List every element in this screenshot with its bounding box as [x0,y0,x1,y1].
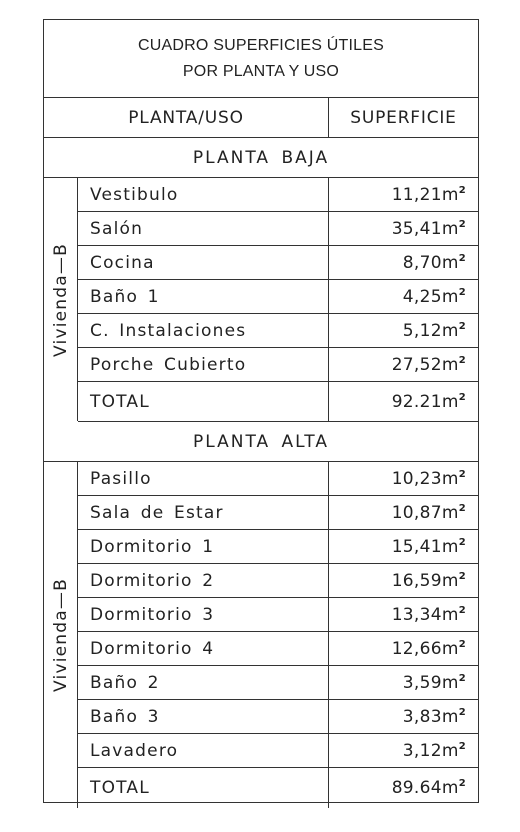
group-label: Vivienda—B [50,578,71,692]
unit-exponent: 2 [458,604,466,616]
unit-symbol: m [441,536,459,557]
header-superficie: SUPERFICIE [329,98,478,138]
room-name: Salón [78,212,329,245]
unit-symbol: m [441,740,459,761]
unit-exponent: 2 [458,706,466,718]
room-area [329,598,478,631]
room-area [329,246,478,279]
room-area [329,632,478,665]
unit-symbol: m [441,502,459,523]
area-unit [442,537,466,557]
room-area [329,212,478,245]
unit-exponent: 2 [458,286,466,298]
unit-symbol: m [441,672,459,693]
area-number: 92.21 [391,391,442,412]
table-title [44,20,478,98]
area-unit [442,571,466,591]
title-line-1: CUADRO SUPERFICIES ÚTILES [138,36,384,54]
table-row [78,530,478,564]
section-heading: PLANTA ALTA [44,422,478,462]
unit-symbol: m [441,354,459,375]
table-row [78,212,478,246]
unit-symbol: m [441,252,459,273]
surface-table [43,19,479,803]
area-unit [442,392,466,412]
area-unit [442,707,466,727]
room-area [329,564,478,597]
room-area [329,280,478,313]
total-row [78,768,478,808]
room-area [329,530,478,563]
room-name: Sala de Estar [78,496,329,529]
room-name: Dormitorio 3 [78,598,329,631]
room-name: Baño 2 [78,666,329,699]
area-number: 10,23 [391,468,442,489]
room-area [329,462,478,495]
room-area [329,496,478,529]
total-value [329,382,478,421]
unit-symbol: m [441,320,459,341]
unit-exponent: 2 [458,638,466,650]
total-label: TOTAL [78,768,329,808]
area-number: 13,34 [391,604,442,625]
area-unit [442,219,466,239]
unit-symbol: m [441,778,459,798]
room-area [329,178,478,211]
area-number: 3,12 [402,740,442,761]
table-row [78,666,478,700]
table-row [78,280,478,314]
unit-exponent: 2 [458,468,466,480]
table-row [78,564,478,598]
area-unit [442,185,466,205]
unit-symbol: m [441,570,459,591]
area-unit [442,741,466,761]
table-row [78,734,478,768]
total-value [329,768,478,808]
table-row [78,246,478,280]
area-number: 11,21 [391,184,442,205]
area-number: 8,70 [402,252,442,273]
title-line-2: POR PLANTA Y USO [182,62,340,80]
table-row [78,632,478,666]
unit-symbol: m [441,391,459,412]
unit-exponent: 2 [458,536,466,548]
area-number: 10,87 [391,502,442,523]
room-name: Dormitorio 2 [78,564,329,597]
room-name: Pasillo [78,462,329,495]
total-row [78,382,478,422]
table-row [78,178,478,212]
area-unit [442,503,466,523]
unit-exponent: 2 [458,218,466,230]
room-area [329,700,478,733]
unit-symbol: m [441,468,459,489]
area-number: 35,41 [391,218,442,239]
table-row [78,314,478,348]
unit-exponent: 2 [458,320,466,332]
unit-exponent: 2 [458,778,466,789]
group-label: Vivienda—B [50,242,71,357]
room-area [329,314,478,347]
unit-exponent: 2 [458,740,466,752]
table-row [78,700,478,734]
group-label-cell [44,178,78,421]
table-row [78,348,478,382]
area-number: 16,59 [391,570,442,591]
group-label-cell [44,462,78,808]
area-unit [442,639,466,659]
unit-exponent: 2 [458,252,466,264]
area-unit [442,605,466,625]
area-number: 27,52 [391,354,442,375]
area-number: 89.64 [391,778,442,798]
room-area [329,348,478,381]
unit-exponent: 2 [458,391,466,403]
room-name: Dormitorio 4 [78,632,329,665]
room-name: C. Instalaciones [78,314,329,347]
unit-symbol: m [441,604,459,625]
room-name: Porche Cubierto [78,348,329,381]
room-name: Lavadero [78,734,329,767]
area-number: 4,25 [402,286,442,307]
unit-symbol: m [441,218,459,239]
area-unit [442,673,466,693]
room-name: Vestibulo [78,178,329,211]
unit-exponent: 2 [458,672,466,684]
area-unit [442,253,466,273]
area-unit [442,469,466,489]
unit-symbol: m [441,706,459,727]
unit-exponent: 2 [458,354,466,366]
table-row [78,496,478,530]
area-unit [442,321,466,341]
total-label: TOTAL [78,382,329,421]
room-name: Baño 3 [78,700,329,733]
area-unit [442,287,466,307]
room-name: Cocina [78,246,329,279]
area-unit [442,778,466,798]
header-planta-uso: PLANTA/USO [44,98,329,138]
area-number: 3,59 [402,672,442,693]
area-unit [442,355,466,375]
room-name: Dormitorio 1 [78,530,329,563]
room-name: Baño 1 [78,280,329,313]
room-area [329,734,478,767]
area-number: 5,12 [402,320,442,341]
table-row [78,462,478,496]
area-number: 15,41 [391,536,442,557]
unit-exponent: 2 [458,570,466,582]
table-row [78,598,478,632]
unit-symbol: m [441,286,459,307]
unit-symbol: m [441,638,459,659]
room-area [329,666,478,699]
unit-exponent: 2 [458,184,466,196]
unit-symbol: m [441,184,459,205]
area-number: 3,83 [402,706,442,727]
section-heading: PLANTA BAJA [44,138,478,178]
unit-exponent: 2 [458,502,466,514]
area-number: 12,66 [391,638,442,659]
